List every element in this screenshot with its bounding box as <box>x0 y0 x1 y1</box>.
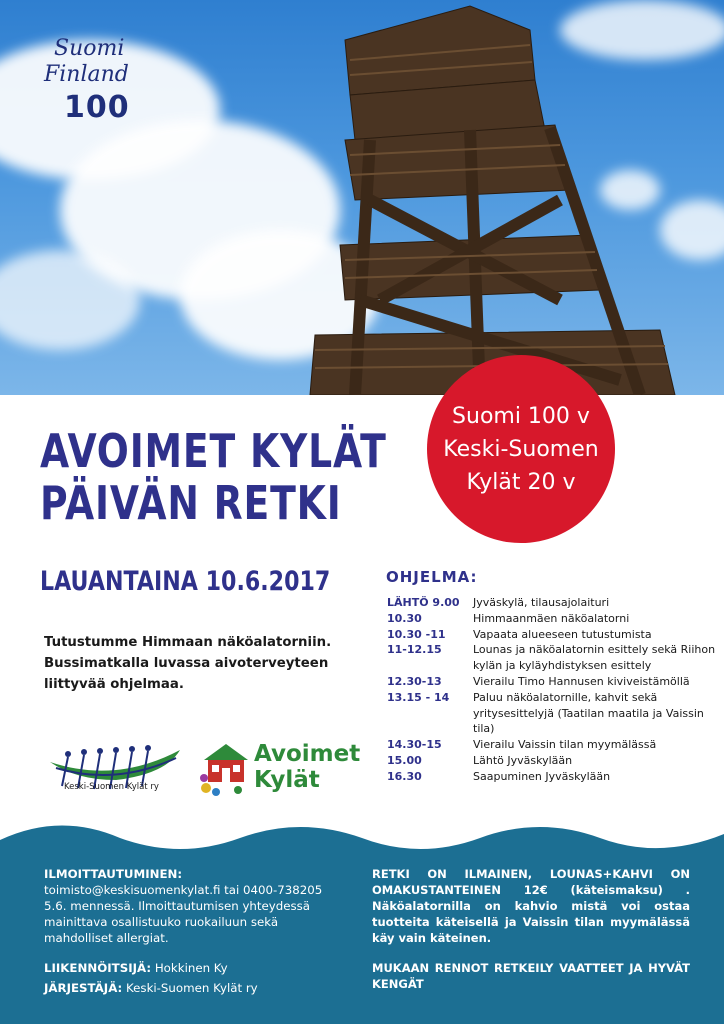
clothing-note: MUKAAN RENNOT RETKEILY VAATTEET JA HYVÄT KENGÄT <box>372 961 690 991</box>
logo-100-text: 100 <box>64 90 130 125</box>
programme-time: 10.30 <box>387 611 422 625</box>
event-date: LAUANTAINA 10.6.2017 <box>40 566 331 597</box>
programme-desc: Vapaata alueeseen tutustumista <box>473 627 652 641</box>
programme-desc: Lounas ja näköalatornin esittely sekä Riihon kylän ja kyläyhdistyksen esittely <box>473 643 716 673</box>
registration-text: toimisto@keskisuomenkylat.fi tai 0400-738205 5.6. mennessä. Ilmoittautumisen yhteydessä mainittava osallistuuko ruokailuun sekä mahdolliset allergiat. <box>44 883 323 945</box>
programme-list <box>387 595 717 785</box>
operator-line <box>44 960 344 976</box>
programme-time: 10.30 -11 <box>387 627 446 641</box>
ksk-logo-label: Keski-Suomen Kylät ry <box>64 782 159 792</box>
programme-time: LÄHTÖ 9.00 <box>387 596 460 609</box>
anniversary-badge <box>427 355 615 543</box>
programme-desc: Lähtö Jyväskylään <box>473 753 573 767</box>
organizer-label: JÄRJESTÄJÄ: <box>44 981 123 995</box>
programme-time: 16.30 <box>387 769 422 783</box>
programme-time: 11-12.15 <box>387 643 442 657</box>
badge-line-1: Suomi 100 v <box>452 403 590 429</box>
badge-line-2: Keski-Suomen <box>443 436 599 462</box>
programme-row <box>387 611 717 627</box>
programme-row <box>387 753 717 769</box>
programme-row <box>387 690 717 737</box>
programme-desc: Saapuminen Jyväskylään <box>473 769 611 783</box>
programme-row <box>387 627 717 643</box>
programme-time: 13.15 - 14 <box>387 690 450 704</box>
programme-desc: Himmaanmäen näköalatorni <box>473 611 630 625</box>
programme-desc: Vierailu Timo Hannusen kiviveistämöllä <box>473 674 690 688</box>
programme-row <box>387 595 717 611</box>
suomi-finland-100-logo <box>40 36 160 126</box>
organizer-line <box>44 980 344 996</box>
title-line-2: PÄIVÄN RETKI <box>40 476 342 530</box>
logo-finland-text: Finland <box>44 62 129 87</box>
title-line-1: AVOIMET KYLÄT <box>40 424 387 478</box>
page-title <box>40 425 387 529</box>
programme-desc: Paluu näköalatornille, kahvit sekä yritysesittelyjä (Taatilan maatila ja Vaissin tila) <box>473 690 704 736</box>
avoimet-kylat-logo-text <box>254 741 360 793</box>
village-house-icon <box>196 738 256 798</box>
programme-time: 15.00 <box>387 753 422 767</box>
programme-time: 12.30-13 <box>387 674 442 688</box>
operator-value: Hokkinen Ky <box>154 961 228 975</box>
programme-desc: Jyväskylä, tilausajolaituri <box>473 596 610 609</box>
registration-heading: ILMOITTAUTUMINEN: <box>44 867 183 881</box>
programme-row <box>387 674 717 690</box>
trip-info-text: RETKI ON ILMAINEN, LOUNAS+KAHVI ON OMAKUSTANTEINEN 12€ (käteismaksu) . Näköalatornilla on kahvio mistä voi ostaa tuotteita käteisellä ja Vaissin tilan myymälässä käy vain käteinen. <box>372 867 690 945</box>
operator-label: LIIKENNÖITSIJÄ: <box>44 961 152 975</box>
programme-desc: Vierailu Vaissin tilan myymälässä <box>473 738 657 752</box>
programme-row <box>387 769 717 785</box>
logo-suomi-text: Suomi <box>54 36 125 61</box>
programme-row <box>387 642 717 674</box>
badge-line-3: Kylät 20 v <box>466 469 576 495</box>
programme-heading: OHJELMA: <box>386 568 478 586</box>
organizer-value: Keski-Suomen Kylät ry <box>126 981 258 995</box>
footer-right-column <box>372 866 690 992</box>
footer-left-column <box>44 866 344 996</box>
hero-photo <box>0 0 724 395</box>
intro-text: Tutustumme Himmaan näköalatorniin. Bussimatkalla luvassa aivoterveyteen liittyvää ohjelmaa. <box>44 635 332 692</box>
avoimet-logo-line-1: Avoimet <box>254 741 361 767</box>
programme-time: 14.30-15 <box>387 738 442 752</box>
avoimet-logo-line-2: Kylät <box>254 767 320 793</box>
programme-row <box>387 737 717 753</box>
